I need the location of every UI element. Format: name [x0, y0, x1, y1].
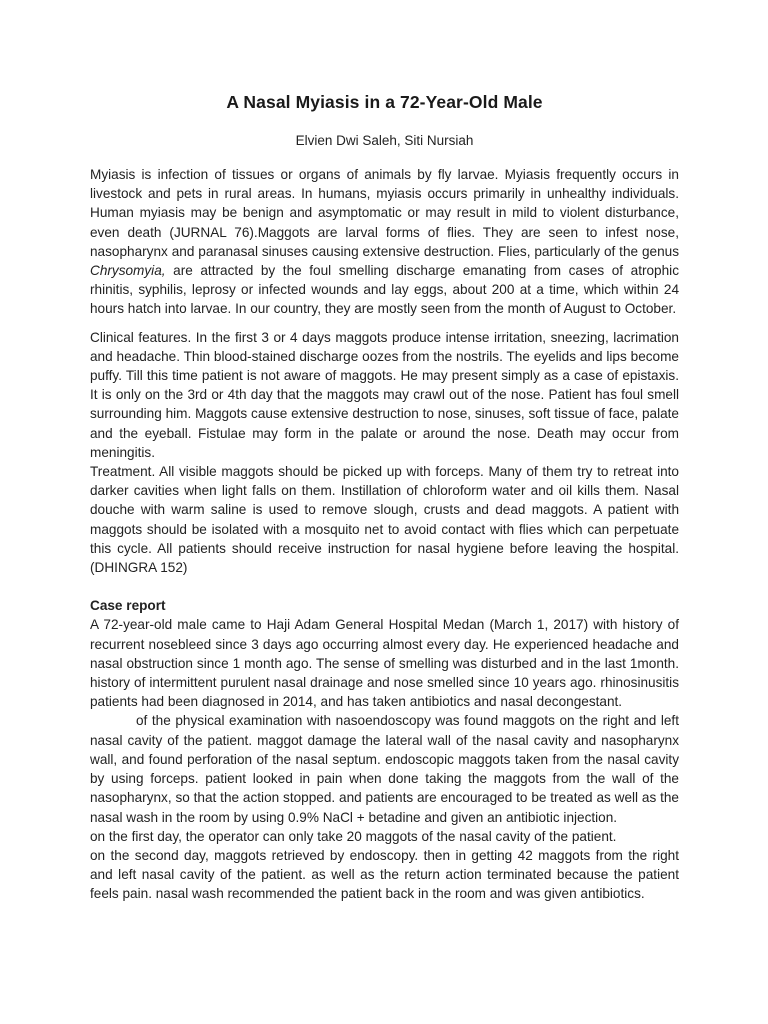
document-page [90, 92, 679, 904]
intro-text-start: Myiasis is infection of tissues or organs of animals by fly larvae. Myiasis frequently occurs in livestock and pets in rural areas. In humans, myiasis occurs primarily in unhealthy individuals. Human myiasis may be benign and asymptomatic or may result in mild to violent disturbance, even death (JURNAL 76).Maggots are larval forms of flies. They are seen to infest nose, nasopharynx and paranasal sinuses causing extensive destruction. Flies, particularly of the genus [90, 167, 679, 259]
case-second-day-paragraph: on the second day, maggots retrieved by endoscopy. then in getting 42 maggots from the right and left nasal cavity of the patient. as well as the return action terminated because the patient feels pain. nasal wash recommended the patient back in the room and was given antibiotics. [90, 847, 679, 902]
document-title: A Nasal Myiasis in a 72-Year-Old Male [226, 92, 543, 112]
intro-text-end: are attracted by the foul smelling discharge emanating from cases of atrophic rhinitis, syphilis, leprosy or infected wounds and lay eggs, about 200 at a time, which within 24 hours hatch into larvae. In our country, they are mostly seen from the month of August to October. [90, 263, 679, 317]
case-examination-paragraph: of the physical examination with nasoendoscopy was found maggots on the right and left nasal cavity of the patient. maggot damage the lateral wall of the nasal cavity and nasopharynx wall, and found perforation of the nasal septum. endoscopic maggots taken from the nasal cavity by using forceps. patient looked in pain when done taking the maggots from the wall of the nasopharynx, so that the action stopped. and patients are encouraged to be treated as well as the nasal wash in the room by using 0.9% NaCl + betadine and given an antibiotic injection. [90, 713, 679, 825]
case-report-heading: Case report [90, 598, 166, 614]
case-first-day-paragraph: on the first day, the operator can only take 20 maggots of the nasal cavity of the patient. [90, 828, 617, 844]
treatment-paragraph: Treatment. All visible maggots should be picked up with forceps. Many of them try to retreat into darker cavities when light falls on them. Instillation of chloroform water and oil kills them. Nasal douche with warm saline is used to remove slough, crusts and dead maggots. A patient with maggots should be isolated with a mosquito net to avoid contact with flies which can perpetuate this cycle. All patients should receive instruction for nasal hygiene before leaving the hospital. (DHINGRA 152) [90, 464, 679, 576]
intro-paragraph [90, 165, 679, 319]
case-history-paragraph: A 72-year-old male came to Haji Adam General Hospital Medan (March 1, 2017) with history of recurrent nosebleed since 3 days ago occurring almost every day. He experienced headache and nasal obstruction since 1 month ago. The sense of smelling was disturbed and in the last 1month. history of intermittent purulent nasal drainage and nose smelled since 10 years ago. rhinosinusitis patients had been diagnosed in 2014, and has taken antibiotics and nasal decongestant. [90, 617, 679, 710]
genus-name: Chrysomyia, [90, 263, 166, 279]
clinical-features-paragraph: Clinical features. In the first 3 or 4 days maggots produce intense irritation, sneezing, lacrimation and headache. Thin blood-stained discharge oozes from the nostrils. The eyelids and lips become puffy. Till this time patient is not aware of maggots. He may present simply as a case of epistaxis. It is only on the 3rd or 4th day that the maggots may crawl out of the nose. Patient has foul smell surrounding him. Maggots cause extensive destruction to nose, sinuses, soft tissue of face, palate and the eyeball. Fistulae may form in the palate or around the nose. Death may occur from meningitis. [90, 329, 679, 460]
author-line: Elvien Dwi Saleh, Siti Nursiah [295, 133, 474, 148]
